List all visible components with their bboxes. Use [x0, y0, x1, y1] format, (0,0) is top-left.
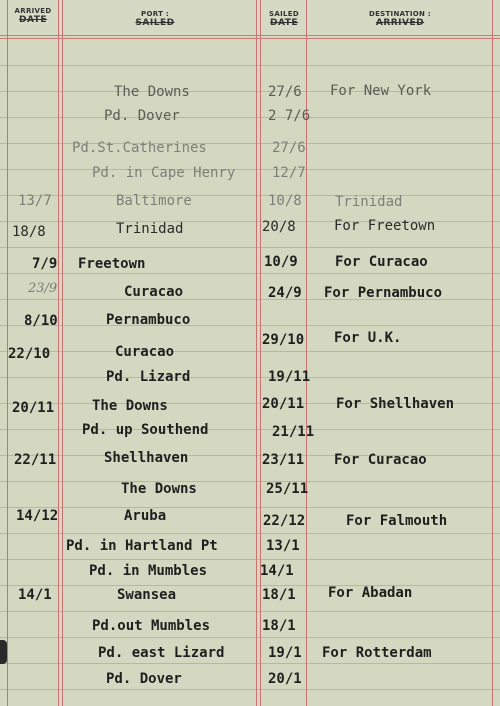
arrived-date-cell: 14/12 [16, 508, 59, 524]
port-cell: The Downs [121, 481, 197, 497]
arrived-date-cell: 8/10 [24, 313, 58, 329]
column-divider-sailed [306, 0, 307, 706]
arrived-date-handwritten: 23/9 [28, 281, 58, 296]
port-cell: Curacao [115, 344, 175, 360]
sailed-date-cell: 27/6 [268, 84, 302, 100]
destination-cell: For Curacao [335, 254, 428, 270]
port-cell: Curacao [124, 284, 184, 300]
destination-cell: Trinidad [335, 194, 403, 210]
destination-cell: For New York [330, 83, 432, 99]
header-destination-bottom: ARRIVED [375, 18, 425, 28]
column-divider-arrived-double [62, 0, 63, 706]
sailed-date-cell: 18/1 [262, 587, 296, 603]
port-cell: Aruba [124, 508, 167, 524]
sailed-date-cell: 25/11 [266, 481, 309, 497]
port-cell: Baltimore [116, 193, 192, 209]
destination-cell: For U.K. [334, 330, 402, 346]
header-port-sailed [100, 10, 210, 28]
header-sailed-date [262, 10, 306, 28]
port-cell: Pd. in Mumbles [89, 563, 208, 579]
sailed-date-cell: 27/6 [272, 140, 306, 156]
arrived-date-cell: 14/1 [18, 587, 52, 603]
port-cell: Pd. Dover [104, 108, 180, 124]
sailed-date-cell: 23/11 [262, 452, 305, 468]
port-cell: The Downs [114, 84, 190, 100]
sailed-date-cell: 14/1 [260, 563, 294, 579]
sailed-date-cell: 2 7/6 [268, 108, 311, 124]
header-arrived-date [9, 7, 57, 25]
header-destination-arrived [340, 10, 460, 28]
port-cell: Pd.St.Catherines [72, 140, 207, 156]
port-cell: Swansea [117, 587, 177, 603]
column-divider-arrived [58, 0, 59, 706]
right-margin-line [492, 0, 493, 706]
sailed-date-cell: 22/12 [263, 513, 306, 529]
arrived-date-cell: 13/7 [18, 193, 52, 209]
sailed-date-cell: 29/10 [262, 332, 305, 348]
port-cell: Pd. Lizard [106, 369, 191, 385]
port-cell: Freetown [78, 256, 146, 272]
header-port-bottom: SAILED [135, 18, 175, 28]
header-arrived-top: ARRIVED [14, 7, 52, 15]
destination-cell: For Falmouth [346, 513, 448, 529]
port-cell: Trinidad [116, 221, 184, 237]
arrived-date-cell: 20/11 [12, 400, 55, 416]
port-cell: Pd.out Mumbles [92, 618, 211, 634]
destination-cell: For Shellhaven [336, 396, 455, 412]
destination-cell: For Abadan [328, 585, 413, 601]
sailed-date-cell: 13/1 [266, 538, 300, 554]
destination-cell: For Curacao [334, 452, 427, 468]
binding-shadow [0, 640, 7, 664]
sailed-date-cell: 24/9 [268, 285, 302, 301]
column-divider-port-double [260, 0, 261, 706]
port-cell: Pd. in Cape Henry [92, 165, 236, 181]
sailed-date-cell: 19/11 [268, 369, 311, 385]
port-cell: Pd. east Lizard [98, 645, 225, 661]
sailed-date-cell: 18/1 [262, 618, 296, 634]
port-cell: Pd. in Hartland Pt [66, 538, 218, 554]
header-sailed-bottom: DATE [269, 18, 299, 28]
destination-cell: For Pernambuco [324, 285, 443, 301]
arrived-date-cell: 22/10 [8, 346, 51, 362]
sailed-date-cell: 19/1 [268, 645, 302, 661]
sailed-date-cell: 20/8 [262, 219, 296, 235]
arrived-date-cell: 18/8 [12, 224, 46, 240]
sailed-date-cell: 12/7 [272, 165, 306, 181]
port-cell: Pd. up Southend [82, 422, 209, 438]
header-arrived-bottom: DATE [18, 15, 48, 25]
destination-cell: For Freetown [334, 218, 436, 234]
header-destination-top: DESTINATION : [368, 10, 432, 18]
header-sailed-top: SAILED [269, 10, 299, 18]
header-rule-double [0, 38, 500, 39]
port-cell: Shellhaven [104, 450, 189, 466]
sailed-date-cell: 21/11 [272, 424, 315, 440]
sailed-date-cell: 20/11 [262, 396, 305, 412]
arrived-date-cell: 7/9 [32, 256, 58, 272]
arrived-date-cell: 22/11 [14, 452, 57, 468]
header-port-top: PORT : [141, 10, 169, 18]
header-rule [0, 35, 500, 36]
sailed-date-cell: 20/1 [268, 671, 302, 687]
sailed-date-cell: 10/9 [264, 254, 298, 270]
destination-cell: For Rotterdam [322, 645, 432, 661]
column-divider-port [256, 0, 257, 706]
port-cell: The Downs [92, 398, 168, 414]
port-cell: Pernambuco [106, 312, 191, 328]
sailed-date-cell: 10/8 [268, 193, 302, 209]
port-cell: Pd. Dover [106, 671, 182, 687]
